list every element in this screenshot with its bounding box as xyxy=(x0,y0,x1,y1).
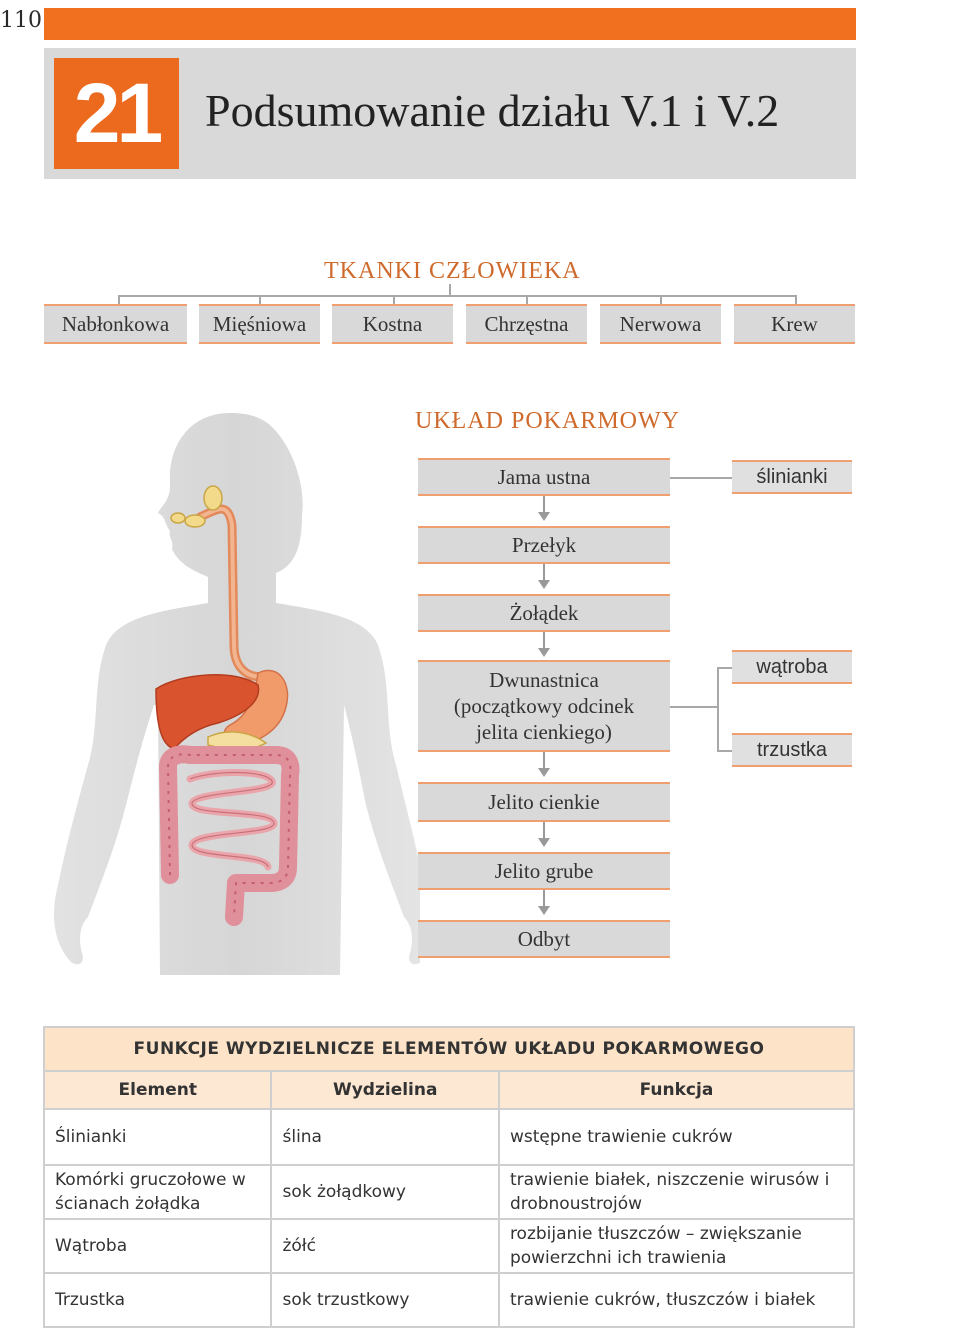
tissue-tick xyxy=(795,295,797,304)
organ-duodenum: Dwunastnica (początkowy odcinek jelita cienkiego) xyxy=(418,660,670,752)
organ-small-intestine: Jelito cienkie xyxy=(418,782,670,822)
cell-element: Trzustka xyxy=(44,1273,271,1327)
arrow-head xyxy=(538,906,550,915)
tissue-tick xyxy=(118,295,120,304)
salivary-gland xyxy=(171,513,185,523)
tissue-bone: Kostna xyxy=(332,304,453,344)
top-accent-bar xyxy=(44,8,856,40)
flow-arrow xyxy=(543,496,545,512)
tissue-tick xyxy=(393,295,395,304)
organ-stomach: Żołądek xyxy=(418,594,670,632)
tissue-epithelial: Nabłonkowa xyxy=(44,304,187,344)
table-caption-row xyxy=(44,1027,854,1071)
cell-secretion: ślina xyxy=(271,1109,498,1165)
tissues-bracket xyxy=(118,295,796,297)
gland-liver: wątroba xyxy=(732,650,852,684)
chapter-number: 21 xyxy=(73,66,160,160)
tissue-cartilage: Chrzęstna xyxy=(466,304,587,344)
tissue-muscle: Mięśniowa xyxy=(199,304,320,344)
gland-pancreas: trzustka xyxy=(732,733,852,767)
cell-secretion: sok żołądkowy xyxy=(271,1165,498,1219)
digestive-heading: UKŁAD POKARMOWY xyxy=(415,408,680,434)
table-row xyxy=(44,1165,854,1219)
arrow-head xyxy=(538,838,550,847)
column-header: Wydzielina xyxy=(271,1071,498,1109)
table-row xyxy=(44,1109,854,1165)
gland-salivary: ślinianki xyxy=(732,460,852,494)
flow-arrow xyxy=(543,564,545,580)
table-caption: FUNKCJE WYDZIELNICZE ELEMENTÓW UKŁADU POKARMOWEGO xyxy=(44,1027,854,1071)
secretion-table xyxy=(43,1026,855,1328)
flow-arrow xyxy=(543,890,545,906)
gland-connector xyxy=(670,706,718,708)
organ-large-intestine: Jelito grube xyxy=(418,852,670,890)
cell-secretion: sok trzustkowy xyxy=(271,1273,498,1327)
table-row xyxy=(44,1273,854,1327)
organ-mouth: Jama ustna xyxy=(418,458,670,496)
tissue-nervous: Nerwowa xyxy=(600,304,721,344)
cell-secretion: żółć xyxy=(271,1219,498,1273)
tissues-heading: TKANKI CZŁOWIEKA xyxy=(324,258,581,284)
salivary-gland xyxy=(185,515,205,527)
digestive-system-illustration xyxy=(40,405,420,975)
tissue-tick xyxy=(660,295,662,304)
cell-function: wstępne trawienie cukrów xyxy=(499,1109,854,1165)
arrow-head xyxy=(538,580,550,589)
table-row xyxy=(44,1219,854,1273)
tissue-tick xyxy=(259,295,261,304)
gland-connector xyxy=(717,667,732,669)
gland-connector xyxy=(717,750,732,752)
cell-element: Komórki gruczołowe w ścianach żołądka xyxy=(44,1165,271,1219)
cell-element: Ślinianki xyxy=(44,1109,271,1165)
chapter-title: Podsumowanie działu V.1 i V.2 xyxy=(205,85,780,136)
column-header: Funkcja xyxy=(499,1071,854,1109)
flow-arrow xyxy=(543,822,545,838)
chapter-number-box xyxy=(54,58,179,169)
gland-connector xyxy=(717,667,719,751)
salivary-connector xyxy=(670,477,732,479)
cell-function: trawienie cukrów, tłuszczów i białek xyxy=(499,1273,854,1327)
flow-arrow xyxy=(543,752,545,768)
arrow-head xyxy=(538,512,550,521)
cell-function: trawienie białek, niszczenie wirusów i drobnoustrojów xyxy=(499,1165,854,1219)
salivary-gland xyxy=(204,486,222,510)
arrow-head xyxy=(538,648,550,657)
tissue-tick xyxy=(526,295,528,304)
cell-element: Wątroba xyxy=(44,1219,271,1273)
table-header-row xyxy=(44,1071,854,1109)
page-number: 110 xyxy=(0,8,42,33)
organ-anus: Odbyt xyxy=(418,920,670,958)
organ-esophagus: Przełyk xyxy=(418,526,670,564)
flow-arrow xyxy=(543,632,545,648)
column-header: Element xyxy=(44,1071,271,1109)
arrow-head xyxy=(538,768,550,777)
cell-function: rozbijanie tłuszczów – zwiększanie powierzchni ich trawienia xyxy=(499,1219,854,1273)
tissue-blood: Krew xyxy=(734,304,855,344)
